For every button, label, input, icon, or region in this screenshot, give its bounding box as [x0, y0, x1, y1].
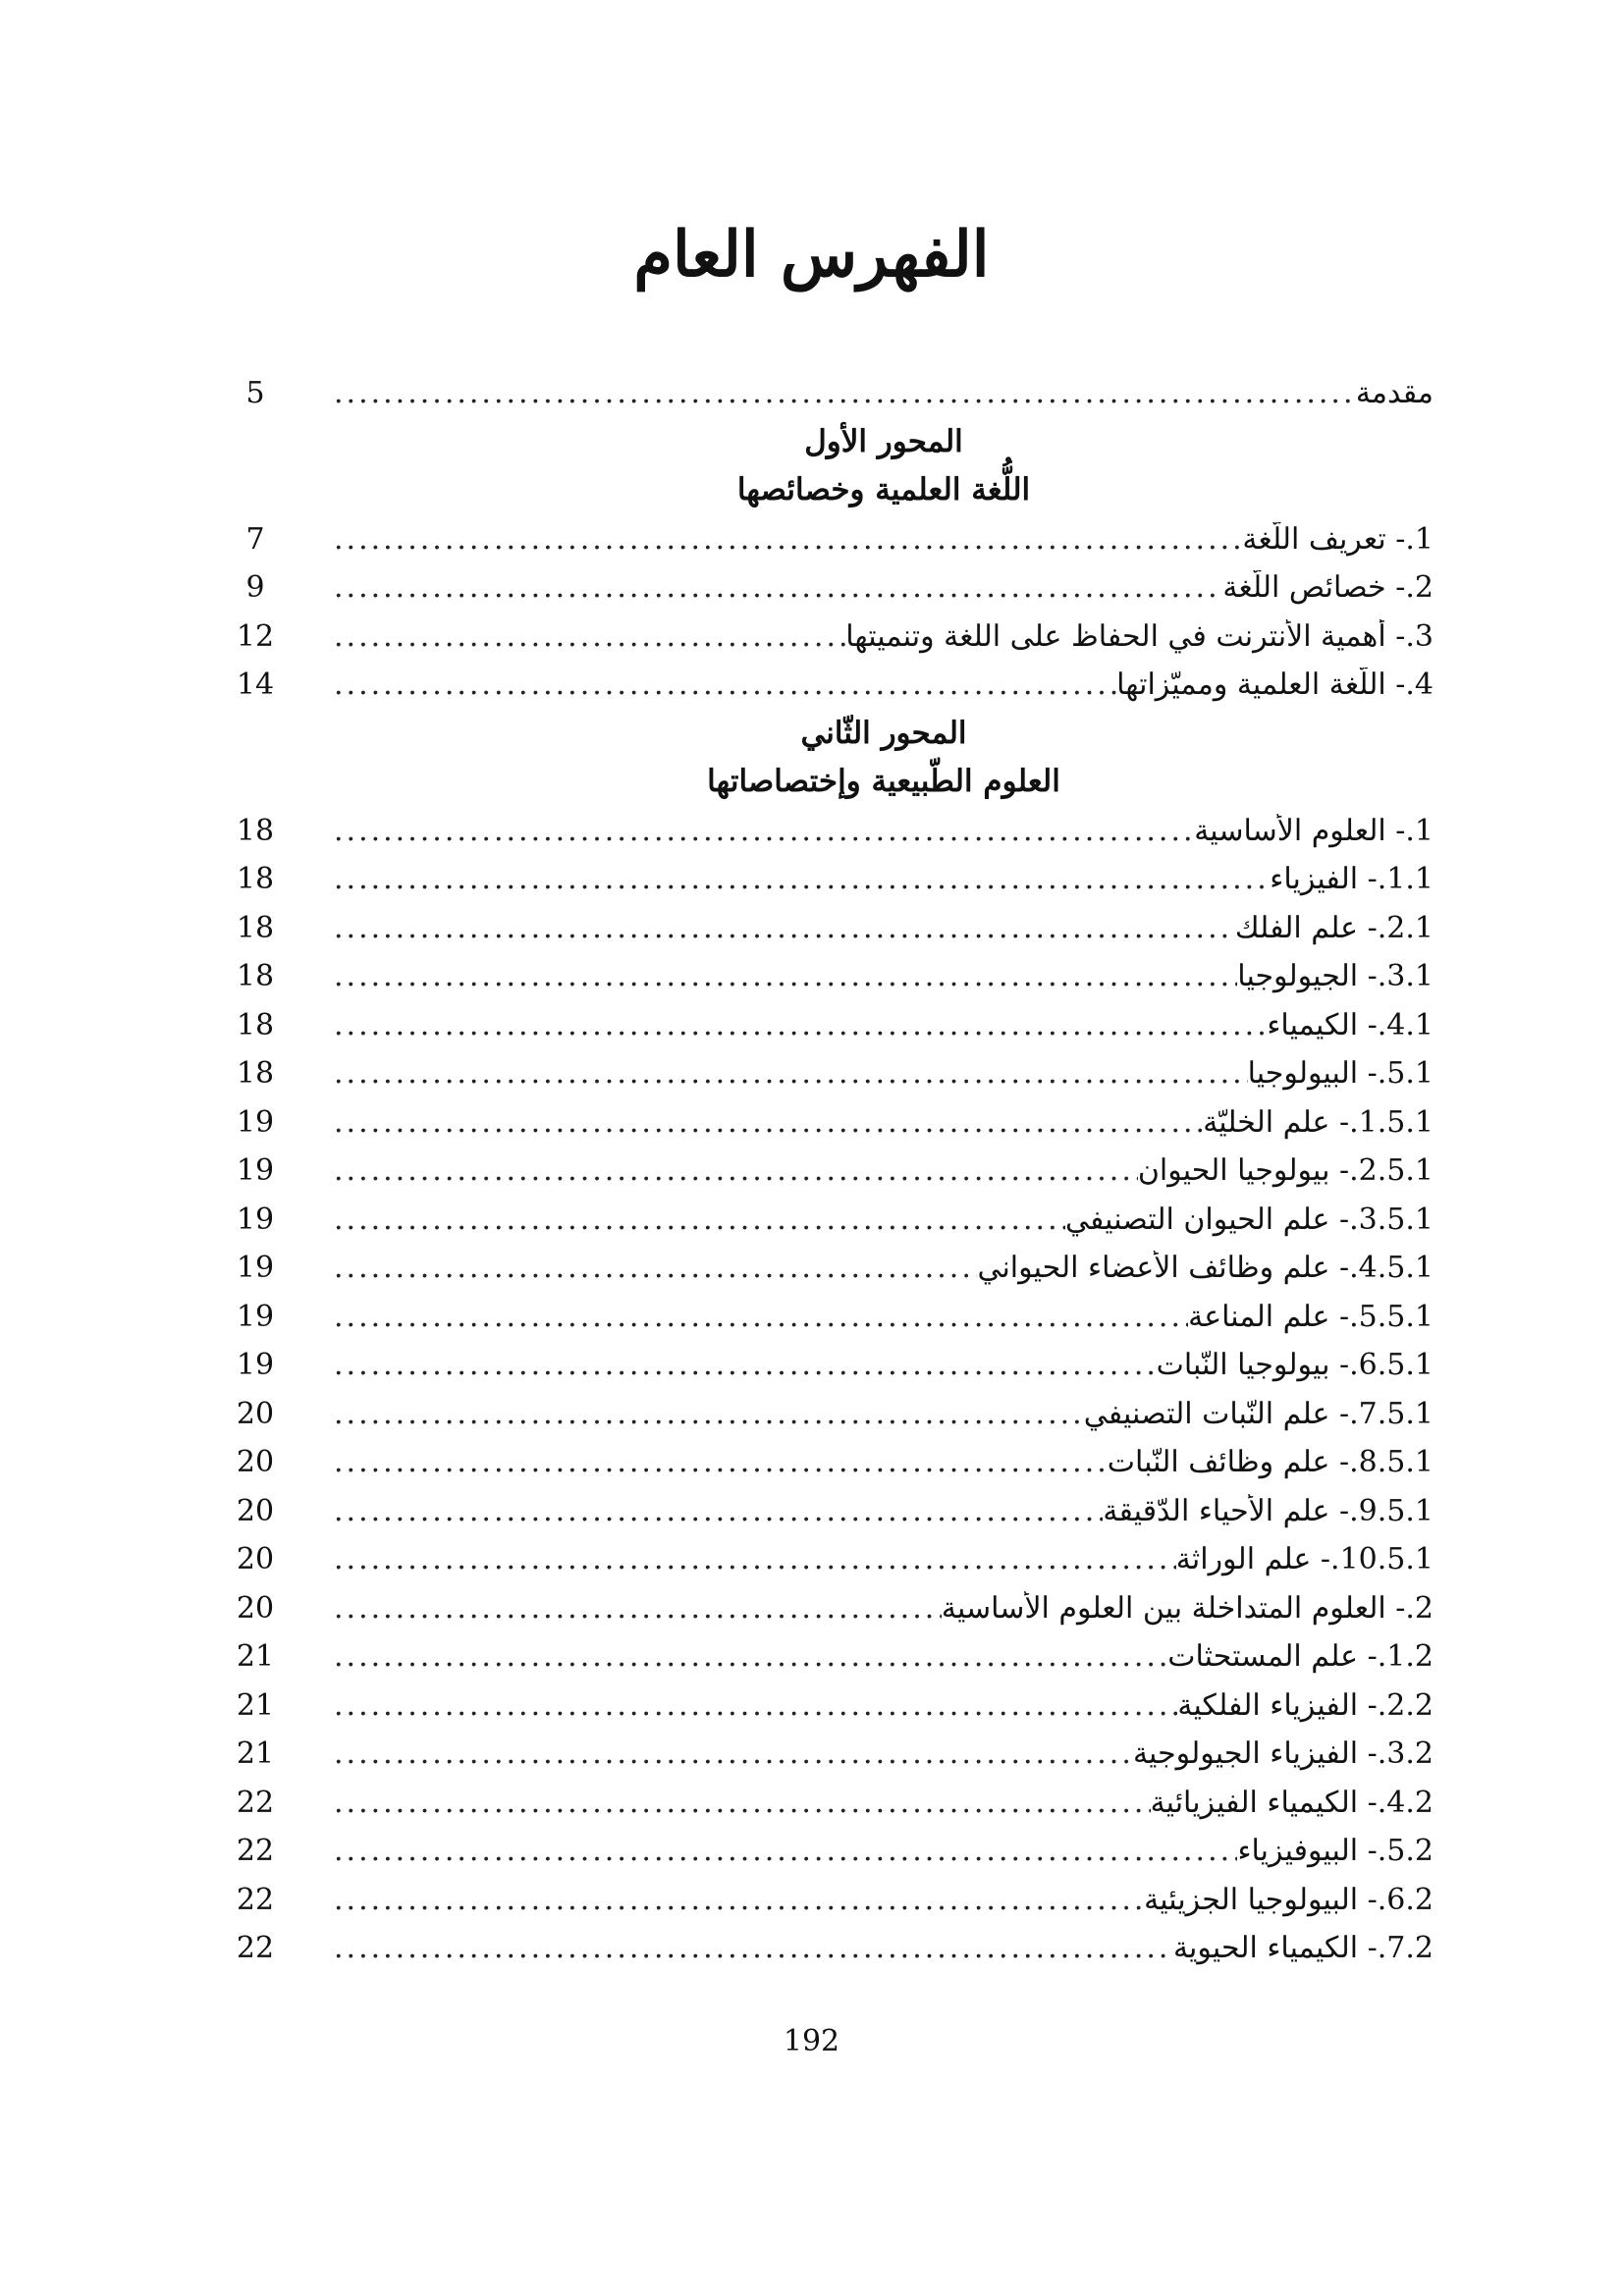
- toc-row: [226, 515, 1434, 564]
- dot-leader: [334, 1591, 942, 1626]
- dot-leader: [334, 911, 1235, 945]
- dot-leader: [334, 1008, 1267, 1042]
- toc-entry: [334, 1591, 1434, 1626]
- toc-label: 7.5.1.- علم النّبات التصنيفي: [1083, 1396, 1434, 1431]
- dot-leader: [334, 522, 1242, 557]
- axis2-subtitle: العلوم الطّبيعية وإختصاصاتها: [707, 764, 1060, 799]
- toc-row: [226, 1147, 1434, 1196]
- toc-entry: [334, 1931, 1434, 1965]
- dot-leader: [334, 1300, 1188, 1334]
- toc-page-number: 19: [236, 1104, 275, 1140]
- toc-entry: [334, 862, 1434, 896]
- toc-entry: [334, 1494, 1434, 1528]
- toc-entry: [334, 376, 1434, 410]
- toc-page-number: 19: [236, 1153, 275, 1189]
- dot-leader: [334, 1251, 977, 1285]
- toc-label: 3.5.1.- علم الحيوان التصنيفي: [1064, 1201, 1434, 1237]
- dot-leader: [334, 862, 1270, 896]
- toc-entry: [334, 667, 1434, 702]
- toc-row: [226, 1244, 1434, 1293]
- toc-label: 1.1.- الفيزياء: [1270, 862, 1434, 897]
- toc-entry: [334, 1883, 1434, 1917]
- toc-entry: [334, 1251, 1434, 1285]
- toc-page-number: 18: [236, 910, 275, 945]
- toc-label: 4.1.- الكيمياء: [1267, 1007, 1434, 1042]
- dot-leader: [334, 1834, 1237, 1868]
- dot-leader: [334, 1348, 1157, 1382]
- toc-label: 4.2.- الكيمياء الفيزيائية: [1150, 1785, 1434, 1820]
- toc-page-number: 20: [236, 1542, 275, 1577]
- toc-row: [226, 1293, 1434, 1342]
- toc-page-number: 19: [236, 1201, 275, 1237]
- toc-entry: [334, 619, 1434, 654]
- toc-entry: [334, 570, 1434, 605]
- toc-page-number: 19: [236, 1251, 275, 1286]
- toc-entry: [334, 1105, 1434, 1140]
- axis1-heading: المحور الأول: [804, 423, 963, 459]
- toc-label: 3.2.- الفيزياء الجيولوجية: [1132, 1736, 1434, 1772]
- toc-page-number: 18: [236, 1007, 275, 1042]
- toc-row: [226, 1924, 1434, 1973]
- toc-row: [226, 563, 1434, 613]
- toc-row: [226, 807, 1434, 856]
- toc-label: 2.- خصائص اللُّغة: [1222, 570, 1434, 606]
- toc-page-number: 18: [236, 1056, 275, 1092]
- axis2-heading: المحور الثّاني: [800, 715, 967, 751]
- toc-page-number: 21: [236, 1639, 275, 1675]
- toc-entry: [334, 1834, 1434, 1868]
- axis1-items: [226, 515, 1434, 710]
- toc-row: [226, 1390, 1434, 1439]
- toc-page-number: 20: [236, 1445, 275, 1480]
- toc-entry: [334, 1300, 1434, 1334]
- toc-label: 10.5.1.- علم الوراثة: [1175, 1542, 1434, 1577]
- toc-row: [226, 952, 1434, 1001]
- toc-page-number: 21: [236, 1687, 275, 1723]
- toc-row: [226, 855, 1434, 904]
- toc-label: 8.5.1.- علم وظائف النّبات: [1107, 1445, 1434, 1480]
- dot-leader: [334, 1639, 1167, 1674]
- dot-leader: [334, 1397, 1084, 1431]
- dot-leader: [334, 1883, 1144, 1917]
- dot-leader: [334, 1445, 1108, 1479]
- toc-entry: [334, 1445, 1434, 1479]
- toc-label: 2.- العلوم المتداخلة بين العلوم الأساسية: [941, 1590, 1434, 1626]
- toc-entry: [334, 1202, 1434, 1237]
- toc-page-number: 19: [236, 1348, 275, 1383]
- dot-leader: [334, 1542, 1176, 1576]
- dot-leader: [334, 1494, 1103, 1528]
- page-title: الفهرس العام: [633, 218, 990, 292]
- toc-page-number: 18: [236, 813, 275, 848]
- dot-leader: [334, 667, 1116, 702]
- toc-entry: [334, 1397, 1434, 1431]
- dot-leader: [334, 959, 1237, 993]
- toc-row: [226, 1876, 1434, 1925]
- dot-leader: [334, 1105, 1203, 1140]
- toc-row: [226, 1049, 1434, 1098]
- toc-entry: [334, 1056, 1434, 1091]
- dot-leader: [334, 1786, 1151, 1820]
- toc-row: [226, 1632, 1434, 1682]
- toc-label: 3.1.- الجيولوجيا: [1237, 959, 1434, 994]
- dot-leader: [334, 619, 845, 654]
- page-number: 192: [783, 2024, 840, 2058]
- toc-page-number: 20: [236, 1396, 275, 1431]
- toc-label: 1.5.1.- علم الخليّة: [1203, 1104, 1434, 1140]
- toc-row: [226, 1098, 1434, 1148]
- toc-label: 5.1.- البيولوجيا: [1247, 1056, 1434, 1092]
- toc-page-number: 21: [236, 1736, 275, 1772]
- table-of-contents: [226, 369, 1434, 1973]
- toc-page-number: 22: [236, 1882, 275, 1917]
- toc-label: 5.5.1.- علم المناعة: [1188, 1299, 1434, 1334]
- toc-row: [226, 661, 1434, 710]
- toc-row: [226, 613, 1434, 662]
- dot-leader: [334, 1736, 1133, 1771]
- toc-label: 2.2.- الفيزياء الفلكية: [1177, 1687, 1434, 1723]
- toc-page-number: 22: [236, 1834, 275, 1869]
- toc-page-number: 5: [245, 376, 265, 411]
- toc-page-number: 18: [236, 959, 275, 994]
- toc-row: [226, 1001, 1434, 1050]
- toc-row: [226, 1779, 1434, 1828]
- toc-row: [226, 1827, 1434, 1876]
- dot-leader: [334, 376, 1356, 410]
- toc-label: 2.5.1.- بيولوجيا الحيوان: [1137, 1153, 1434, 1189]
- toc-label: 5.2.- البيوفيزياء: [1237, 1834, 1434, 1869]
- toc-row: [226, 1438, 1434, 1487]
- toc-entry: [334, 522, 1434, 557]
- toc-entry: [334, 911, 1434, 945]
- toc-label: 6.5.1.- بيولوجيا النّبات: [1156, 1348, 1434, 1383]
- toc-row: [226, 1196, 1434, 1245]
- toc-entry: [334, 1153, 1434, 1188]
- toc-row: [226, 1341, 1434, 1390]
- toc-page-number: 9: [245, 570, 265, 606]
- toc-label: 4.- اللُّغة العلمية ومميّزاتها: [1116, 667, 1434, 703]
- toc-row: [226, 1730, 1434, 1779]
- axis1-subtitle: اللُّغة العلمية وخصائصها: [736, 472, 1031, 507]
- toc-row: [226, 1487, 1434, 1536]
- toc-row: [226, 904, 1434, 953]
- toc-page-number: 18: [236, 862, 275, 897]
- axis2-items: [226, 807, 1434, 1973]
- dot-leader: [334, 1931, 1173, 1965]
- toc-label: 7.2.- الكيمياء الحيوية: [1172, 1931, 1434, 1966]
- toc-page-number: 12: [236, 618, 275, 654]
- toc-page-number: 14: [236, 667, 275, 703]
- dot-leader: [334, 1056, 1248, 1091]
- toc-entry: [334, 1348, 1434, 1382]
- toc-page-number: 19: [236, 1299, 275, 1334]
- dot-leader: [334, 1688, 1177, 1723]
- toc-page-number: 22: [236, 1785, 275, 1820]
- toc-label: 1.- تعريف اللُّغة: [1242, 521, 1434, 557]
- toc-entry: [334, 814, 1434, 848]
- toc-label: 3.- أهمية الأنترنت في الحفاظ على اللغة وتنميتها: [845, 618, 1434, 654]
- toc-page-number: 20: [236, 1590, 275, 1626]
- toc-entry: [334, 1736, 1434, 1771]
- toc-row: [226, 1682, 1434, 1731]
- toc-row-intro: [226, 369, 1434, 418]
- toc-entry: [334, 959, 1434, 993]
- toc-entry: [334, 1786, 1434, 1820]
- toc-page-number: 20: [236, 1493, 275, 1528]
- dot-leader: [334, 1202, 1065, 1237]
- dot-leader: [334, 570, 1222, 605]
- toc-label: مقدمة: [1355, 376, 1434, 411]
- dot-leader: [334, 814, 1194, 848]
- toc-entry: [334, 1008, 1434, 1042]
- toc-label: 6.2.- البيولوجيا الجزيئية: [1144, 1882, 1434, 1917]
- toc-entry: [334, 1688, 1434, 1723]
- toc-page-number: 22: [236, 1931, 275, 1966]
- toc-label: 1.- العلوم الأساسية: [1194, 813, 1434, 848]
- toc-row: [226, 1584, 1434, 1633]
- toc-label: 9.5.1.- علم الأحياء الدّقيقة: [1103, 1493, 1434, 1528]
- dot-leader: [334, 1153, 1138, 1188]
- toc-page-number: 7: [245, 521, 265, 557]
- toc-label: 1.2.- علم المستحثات: [1167, 1639, 1434, 1675]
- toc-row: [226, 1535, 1434, 1584]
- toc-label: 2.1.- علم الفلك: [1234, 910, 1434, 945]
- toc-label: 4.5.1.- علم وظائف الأعضاء الحيواني: [977, 1251, 1434, 1286]
- toc-entry: [334, 1542, 1434, 1576]
- toc-entry: [334, 1639, 1434, 1674]
